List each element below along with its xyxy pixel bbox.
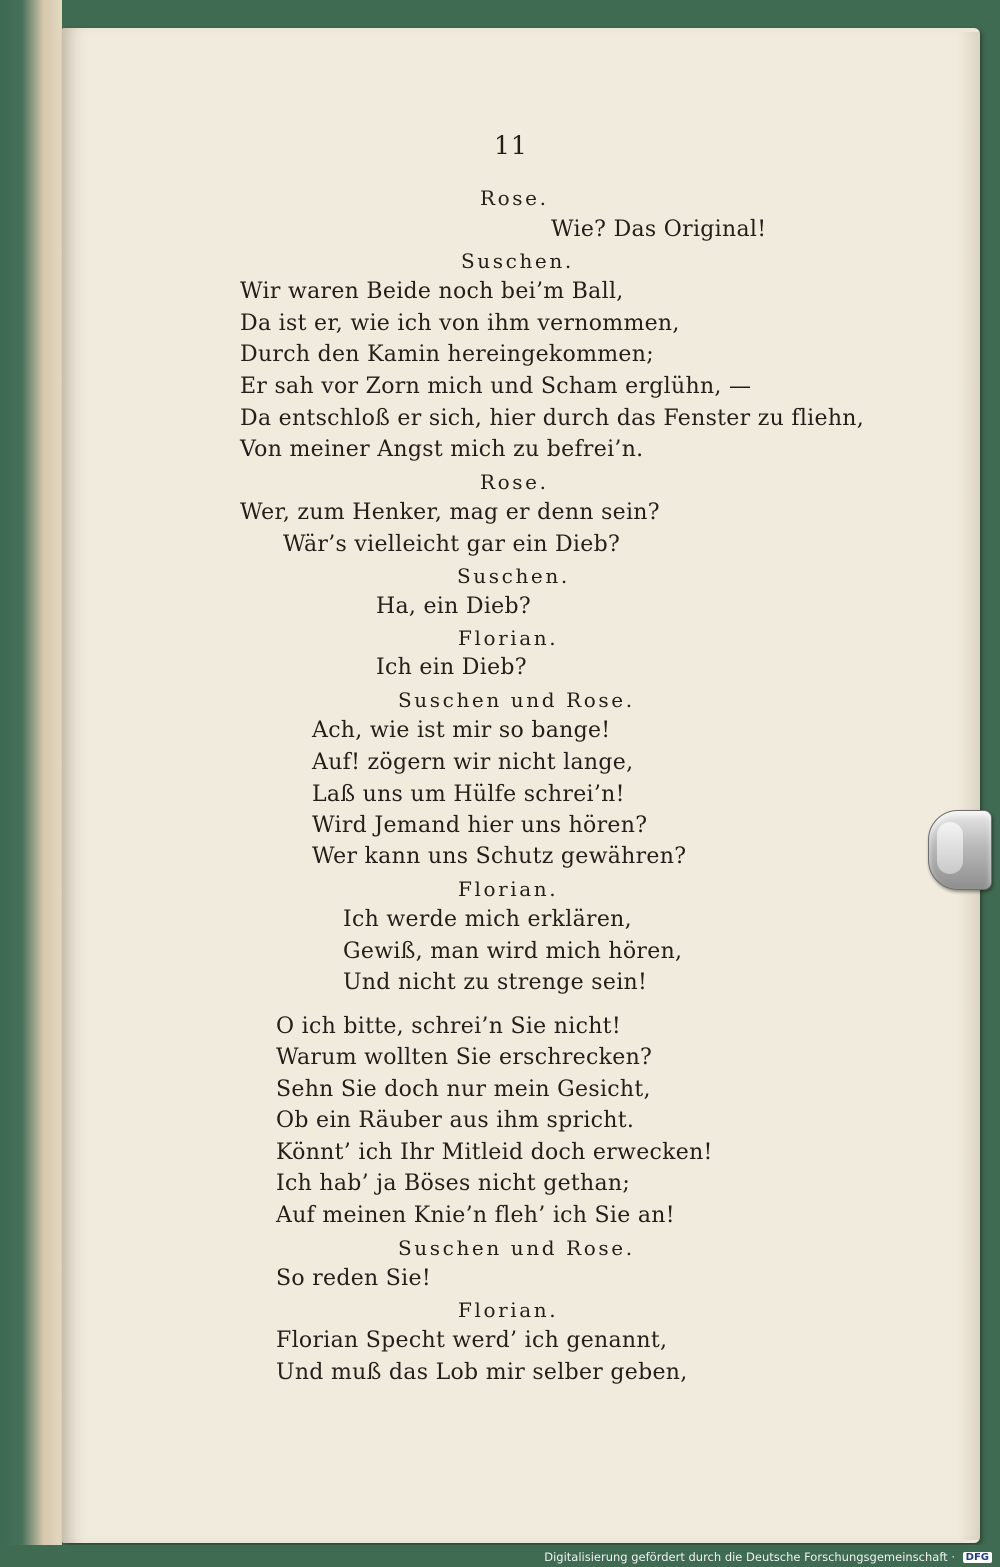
verse-line: Auf! zögern wir nicht lange, [312, 750, 634, 775]
footer-credit-text: Digitalisierung gefördert durch die Deutsche Forschungsgemeinschaft [544, 1550, 948, 1564]
verse-line: Laß uns um Hülfe schrei’n! [312, 782, 625, 807]
page-number: 11 [494, 131, 528, 160]
verse-line: Wer, zum Henker, mag er denn sein? [240, 500, 660, 525]
verse-line: O ich bitte, schrei’n Sie nicht! [276, 1014, 621, 1039]
verse-line: Da entschloß er sich, hier durch das Fenster zu fliehn, [240, 406, 865, 431]
footer-credit: Digitalisierung gefördert durch die Deutsche Forschungsgemeinschaft · DFG [544, 1550, 992, 1564]
verse-line: Da ist er, wie ich von ihm vernommen, [240, 311, 680, 336]
verse-line: Ich hab’ ja Böses nicht gethan; [276, 1171, 631, 1196]
verse-line: Er sah vor Zorn mich und Scham erglühn, — [240, 374, 752, 399]
speaker-label: Suschen. [461, 249, 574, 273]
speaker-label: Suschen und Rose. [398, 688, 635, 712]
verse-line: Durch den Kamin hereingekommen; [240, 342, 654, 367]
verse-line: Von meiner Angst mich zu befrei’n. [240, 437, 644, 462]
verse-line: Gewiß, man wird mich hören, [343, 939, 683, 964]
speaker-label: Florian. [458, 626, 559, 650]
page-clip-highlight [937, 822, 963, 874]
verse-line: Wird Jemand hier uns hören? [312, 813, 648, 838]
verse-line: Ach, wie ist mir so bange! [312, 718, 611, 743]
verse-line: Florian Specht werd’ ich genannt, [276, 1328, 668, 1353]
verse-line: Sehn Sie doch nur mein Gesicht, [276, 1077, 651, 1102]
page-edge-shadow [958, 32, 980, 1540]
verse-line: Wie? Das Original! [551, 217, 767, 242]
book-binding-edge [0, 0, 62, 1567]
verse-line: Ob ein Räuber aus ihm spricht. [276, 1108, 635, 1133]
verse-line: Warum wollten Sie erschrecken? [276, 1045, 653, 1070]
verse-line: Und nicht zu strenge sein! [343, 970, 648, 995]
speaker-label: Suschen und Rose. [398, 1236, 635, 1260]
speaker-label: Rose. [480, 186, 549, 210]
verse-line: Ich ein Dieb? [376, 655, 527, 680]
dfg-logo: DFG [963, 1552, 992, 1563]
verse-line: So reden Sie! [276, 1266, 431, 1291]
verse-line: Ha, ein Dieb? [376, 594, 531, 619]
verse-line: Ich werde mich erklären, [343, 907, 632, 932]
speaker-label: Suschen. [457, 564, 570, 588]
footer-bar [0, 1545, 1000, 1567]
verse-line: Wir waren Beide noch bei’m Ball, [240, 279, 624, 304]
speaker-label: Florian. [458, 1298, 559, 1322]
speaker-label: Rose. [480, 470, 549, 494]
verse-line: Wer kann uns Schutz gewähren? [312, 844, 687, 869]
verse-line: Auf meinen Knie’n fleh’ ich Sie an! [276, 1203, 675, 1228]
verse-line: Könnt’ ich Ihr Mitleid doch erwecken! [276, 1140, 713, 1165]
speaker-label: Florian. [458, 877, 559, 901]
verse-line: Und muß das Lob mir selber geben, [276, 1360, 688, 1385]
verse-line: Wär’s vielleicht gar ein Dieb? [283, 532, 621, 557]
